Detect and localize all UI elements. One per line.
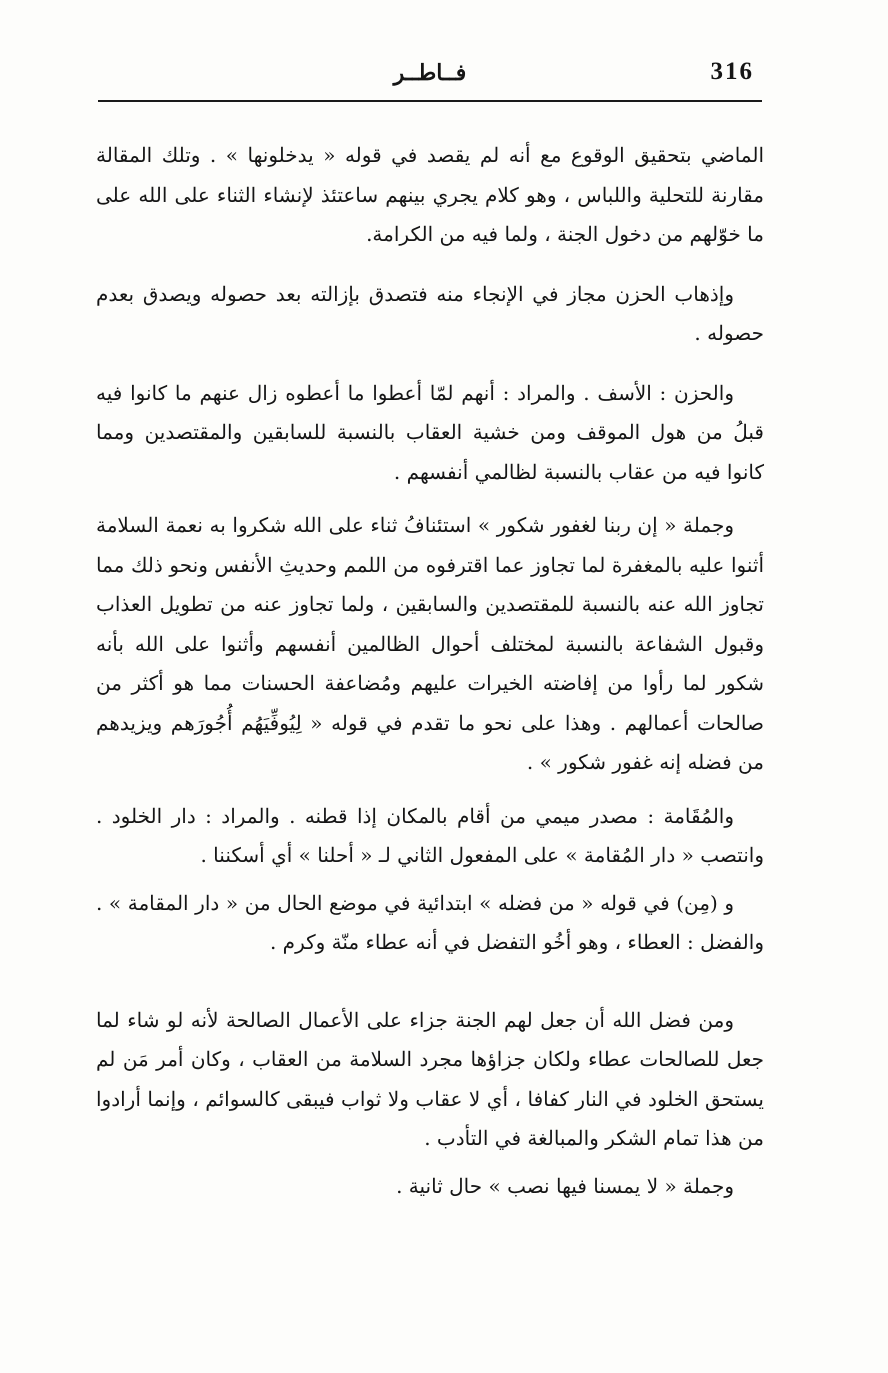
running-title: فــاطــر [393, 60, 467, 86]
paragraph: الماضي بتحقيق الوقوع مع أنه لم يقصد في قوله « يدخلونها » . وتلك المقالة مقارنة للتحلية واللباس ، وهو كلام يجري بينهم ساعتئذ لإنشاء الثناء على الله على ما خوّلهم من دخول الجنة ، ولما فيه من الكرامة. [96, 143, 764, 246]
paragraph: والحزن : الأسف . والمراد : أنهم لمّا أعطوا ما أعطوه زال عنهم ما كانوا فيه قبلُ من هول الموقف ومن خشية العقاب بالنسبة للسابقين والمقتصدين ومما كانوا فيه من عقاب بالنسبة لظالمي أنفسهم . [96, 380, 764, 484]
running-head [98, 56, 762, 102]
paragraph: وجملة « إن ربنا لغفور شكور » استئنافُ ثناء على الله شكروا به نعمة السلامة أثنوا عليه بالمغفرة لما تجاوز عما اقترفوه من اللمم وحديثِ الأنفس ونحو ذلك مما تجاوز الله عنه بالنسبة للمقتصدين والسابقين ، ولما تجاوز عنه من تطويل العذاب وقبول الشفاعة بالنسبة لمختلف أحوال الظالمين أنفسهم وأثنوا على الله بأنه شكور لما رأوا من إفاضته الخيرات عليهم ومُضاعفة الحسنات مما هو أكثر من صالحات أعمالهم . وهذا على نحو ما تقدم في قوله « لِيُوفِّيَهُم أُجُورَهم ويزيدهم من فضله إنه غفور شكور » . [96, 513, 764, 774]
paragraph: ومن فضل الله أن جعل لهم الجنة جزاء على الأعمال الصالحة لأنه لو شاء لما جعل للصالحات عطاء ولكان جزاؤها مجرد السلامة من العقاب ، وكان أمر مَن لم يستحق الخلود في النار كفافا ، أي لا عقاب ولا ثواب فيبقى كالسوائم ، وإنما أرادوا من هذا تمام الشكر والمبالغة في التأدب . [96, 1007, 764, 1150]
paragraph: و (مِن) في قوله « من فضله » ابتدائية في موضع الحال من « دار المقامة » . والفضل : العطاء ، وهو أخُو التفضل في أنه عطاء منّة وكرم . [96, 890, 764, 954]
page-number: 316 [710, 58, 754, 85]
paragraph: والمُقَامة : مصدر ميمي من أقام بالمكان إذا قطنه . والمراد : دار الخلود . وانتصب « دار المُقامة » على المفعول الثاني لـ « أحلنا » أي أسكننا . [96, 803, 764, 867]
body-text [96, 136, 764, 1206]
paragraph: وجملة « لا يمسنا فيها نصب » حال ثانية . [396, 1173, 734, 1198]
paragraph: وإذهاب الحزن مجاز في الإنجاء منه فتصدق بإزالته بعد حصوله ويصدق بعدم حصوله . [96, 281, 764, 345]
